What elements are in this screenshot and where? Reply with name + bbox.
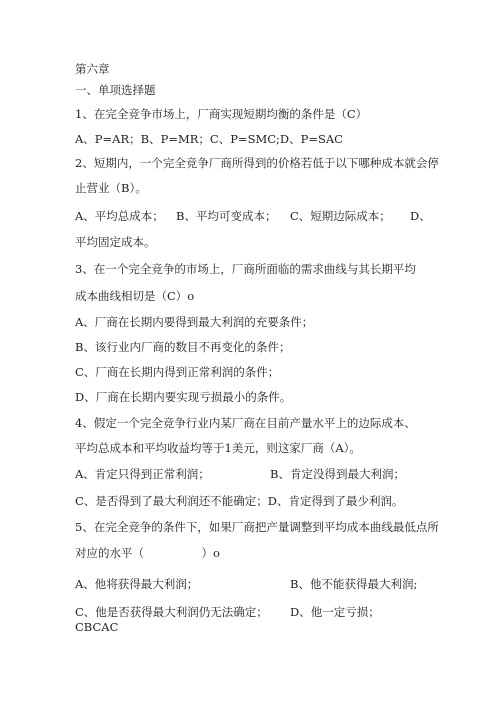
q4-stem-line2: 平均总成本和平均收益均等于1美元，则这家厂商（A）。 [75,441,361,455]
q4-option-a: A、肯定只得到正常利润； [75,467,210,481]
q3-stem-line2: 成本曲线相切是（C）o [75,289,195,303]
q5-option-d: D、他一定亏损； [290,605,380,619]
section-heading: 一、单项选择题 [75,83,156,97]
q3-option-b: B、该行业内厂商的数目不再变化的条件； [75,340,291,354]
chapter-heading: 第六章 [75,62,110,76]
q2-option-b: B、平均可变成本； [176,209,277,223]
q5-stem-line2: 对应的水平（ ）o [75,546,220,560]
answer-key: CBCAC [75,620,119,634]
q2-option-a: A、平均总成本； [75,209,164,223]
q5-stem-line1: 5、在完全竞争的条件下，如果厂商把产量调整到平均成本曲线最低点所 [75,520,439,534]
q3-option-a: A、厂商在长期内要得到最大利润的充要条件； [75,315,314,329]
q4-option-cd: C、是否得到了最大利润还不能确定；D、肯定得到了最少利润。 [75,494,404,508]
q5-option-c: C、他是否获得最大利润仍无法确定； [75,605,268,619]
q2-stem-line1: 2、短期内，一个完全竞争厂商所得到的价格若低于以下哪种成本就会停 [75,156,439,170]
q4-option-b: B、肯定没得到最大利润； [270,467,405,481]
q2-option-c: C、短期边际成本； [290,209,391,223]
q5-option-b: B、他不能获得最大利润; [290,577,418,591]
q2-option-d: D、 [410,209,431,223]
q2-stem-line2: 止营业（B）。 [75,181,147,195]
q1-options: A、P=AR；B、P=MR；C、P=SMC;D、P=SAC [75,132,343,146]
q4-stem-line1: 4、假定一个完全竞争行业内某厂商在目前产量水平上的边际成本、 [75,416,416,430]
q1-stem: 1、在完全竞争市场上，厂商实现短期均衡的条件是（C） [75,107,368,121]
q3-option-c: C、厂商在长期内得到正常利润的条件； [75,365,280,379]
q5-option-a: A、他将获得最大利润； [75,577,199,591]
q2-option-d-cont: 平均固定成本。 [75,235,156,249]
q3-stem-line1: 3、在一个完全竞争的市场上，厂商所面临的需求曲线与其长期平均 [75,262,416,276]
q3-option-d: D、厂商在长期内要实现亏损最小的条件。 [75,390,292,404]
